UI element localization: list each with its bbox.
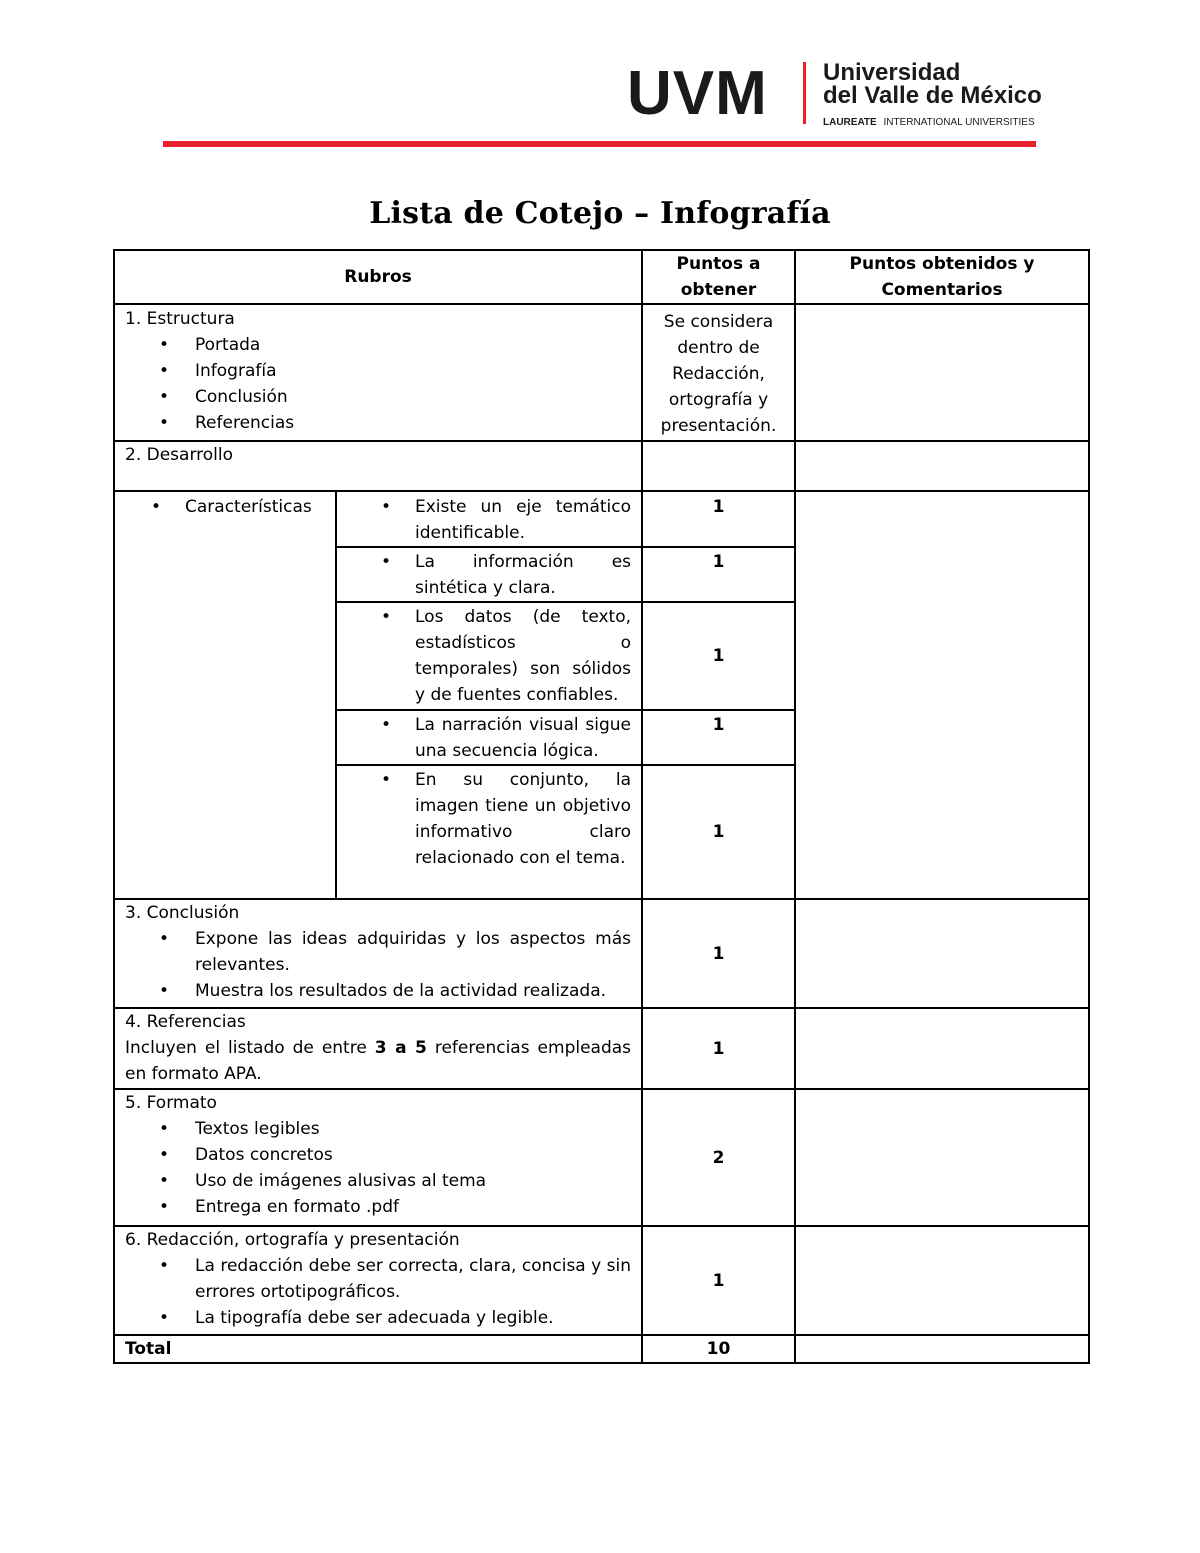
comments-estructura[interactable] — [795, 304, 1089, 441]
points-desarrollo — [642, 441, 795, 491]
list-item: • La tipografía debe ser adecuada y legible. — [195, 1305, 631, 1331]
comments-conclusion[interactable] — [795, 899, 1089, 1008]
cell-estructura — [114, 304, 642, 441]
page-title: Lista de Cotejo – Infografía — [369, 196, 831, 231]
criterion-points: 1 — [642, 547, 795, 602]
list-item: • Datos concretos — [195, 1142, 631, 1168]
list-item: • Infografía — [195, 358, 631, 384]
svg-text:LAUREATE INTERNATIONAL U — [823, 117, 1035, 128]
row-conclusion — [114, 899, 1089, 1008]
bullet-dot: • — [151, 497, 162, 517]
list-item: • Conclusión — [195, 384, 631, 410]
list-item: • Uso de imágenes alusivas al tema — [195, 1168, 631, 1194]
criterion-text: La información es sintética y clara. — [415, 552, 632, 598]
criterion-points: 1 — [642, 491, 795, 547]
comments-total[interactable] — [795, 1335, 1089, 1363]
logo-mark: UVM — [627, 59, 768, 128]
list-item: • Entrega en formato .pdf — [195, 1194, 631, 1220]
logo-network-bold: LAUREATE — [823, 117, 877, 128]
cell-redaccion — [114, 1226, 642, 1335]
referencias-range: 3 a 5 — [374, 1038, 427, 1058]
row-desarrollo — [114, 441, 1089, 491]
criterion-cell: • La narración visual sigue una secuencia lógica. — [336, 710, 642, 765]
characteristics-label: Características — [185, 497, 312, 517]
section-title: 5. Formato — [125, 1093, 217, 1113]
list-item: • Expone las ideas adquiridas y los aspectos más relevantes. — [195, 926, 631, 978]
header-rubros: Rubros — [114, 250, 642, 304]
section-title: 3. Conclusión — [125, 903, 240, 923]
points-conclusion: 1 — [642, 899, 795, 1008]
list-item: • Referencias — [195, 410, 631, 436]
redaccion-list — [125, 1253, 631, 1331]
logo-university-line2: del Valle de México — [823, 82, 1042, 109]
cell-caracteristicas — [114, 491, 336, 899]
logo-university-line1: Universidad — [823, 59, 961, 86]
criterion-text: Los datos (de texto, estadísticos o temporales) son sólidos y de fuentes confiables. — [415, 607, 632, 705]
criterion-points: 1 — [642, 602, 795, 710]
points-formato: 2 — [642, 1089, 795, 1226]
total-points: 10 — [642, 1335, 795, 1363]
conclusion-list — [125, 926, 631, 1004]
list-item: • Muestra los resultados de la actividad realizada. — [195, 978, 631, 1004]
cell-formato — [114, 1089, 642, 1226]
logo-divider — [803, 62, 806, 124]
header-row — [114, 250, 1089, 304]
criterion-text: Existe un eje temático identificable. — [415, 497, 632, 543]
section-title: 6. Redacción, ortografía y presentación — [125, 1230, 460, 1250]
comments-desarrollo[interactable] — [795, 441, 1089, 491]
referencias-text: Incluyen el listado de entre 3 a 5 referencias empleadas en formato APA. — [125, 1038, 632, 1084]
header-obtenidos: Puntos obtenidos y Comentarios — [795, 250, 1089, 304]
list-item: • Portada — [195, 332, 631, 358]
row-redaccion — [114, 1226, 1089, 1335]
row-formato — [114, 1089, 1089, 1226]
header-rule — [163, 141, 1036, 147]
criterion-text: La narración visual sigue una secuencia lógica. — [415, 715, 632, 761]
comments-caracteristicas[interactable] — [795, 491, 1089, 899]
section-title: 2. Desarrollo — [114, 441, 642, 491]
formato-list — [125, 1116, 631, 1220]
points-redaccion: 1 — [642, 1226, 795, 1335]
row-referencias — [114, 1008, 1089, 1089]
total-label: Total — [114, 1335, 642, 1363]
points-referencias: 1 — [642, 1008, 795, 1089]
header-puntos: Puntos a obtener — [642, 250, 795, 304]
comments-referencias[interactable] — [795, 1008, 1089, 1089]
cell-conclusion — [114, 899, 642, 1008]
points-estructura: Se considera dentro de Redacción, ortografía y presentación. — [642, 304, 795, 441]
criterion-cell: • Los datos (de texto, estadísticos o temporales) son sólidos y de fuentes confiables. — [336, 602, 642, 710]
row-criterion-1 — [114, 491, 1089, 547]
criterion-cell: • La información es sintética y clara. — [336, 547, 642, 602]
comments-formato[interactable] — [795, 1089, 1089, 1226]
criterion-cell: • Existe un eje temático identificable. — [336, 491, 642, 547]
criterion-text: En su conjunto, la imagen tiene un objetivo informativo claro relacionado con el tema. — [415, 770, 632, 868]
list-item: • Textos legibles — [195, 1116, 631, 1142]
cell-referencias — [114, 1008, 642, 1089]
comments-redaccion[interactable] — [795, 1226, 1089, 1335]
checklist-table — [113, 249, 1090, 1364]
uvm-logo — [627, 58, 1047, 130]
criterion-points: 1 — [642, 710, 795, 765]
row-total — [114, 1335, 1089, 1363]
estructura-list — [125, 332, 631, 436]
criterion-points: 1 — [642, 765, 795, 899]
section-title: 1. Estructura — [125, 309, 235, 329]
section-title: 4. Referencias — [125, 1012, 246, 1032]
row-estructura — [114, 304, 1089, 441]
criterion-cell: • En su conjunto, la imagen tiene un objetivo informativo claro relacionado con el tema. — [336, 765, 642, 899]
logo-network-rest: INTERNATIONAL UNIVERSITIES — [883, 117, 1035, 128]
list-item: • La redacción debe ser correcta, clara, concisa y sin errores ortotipográficos. — [195, 1253, 631, 1305]
